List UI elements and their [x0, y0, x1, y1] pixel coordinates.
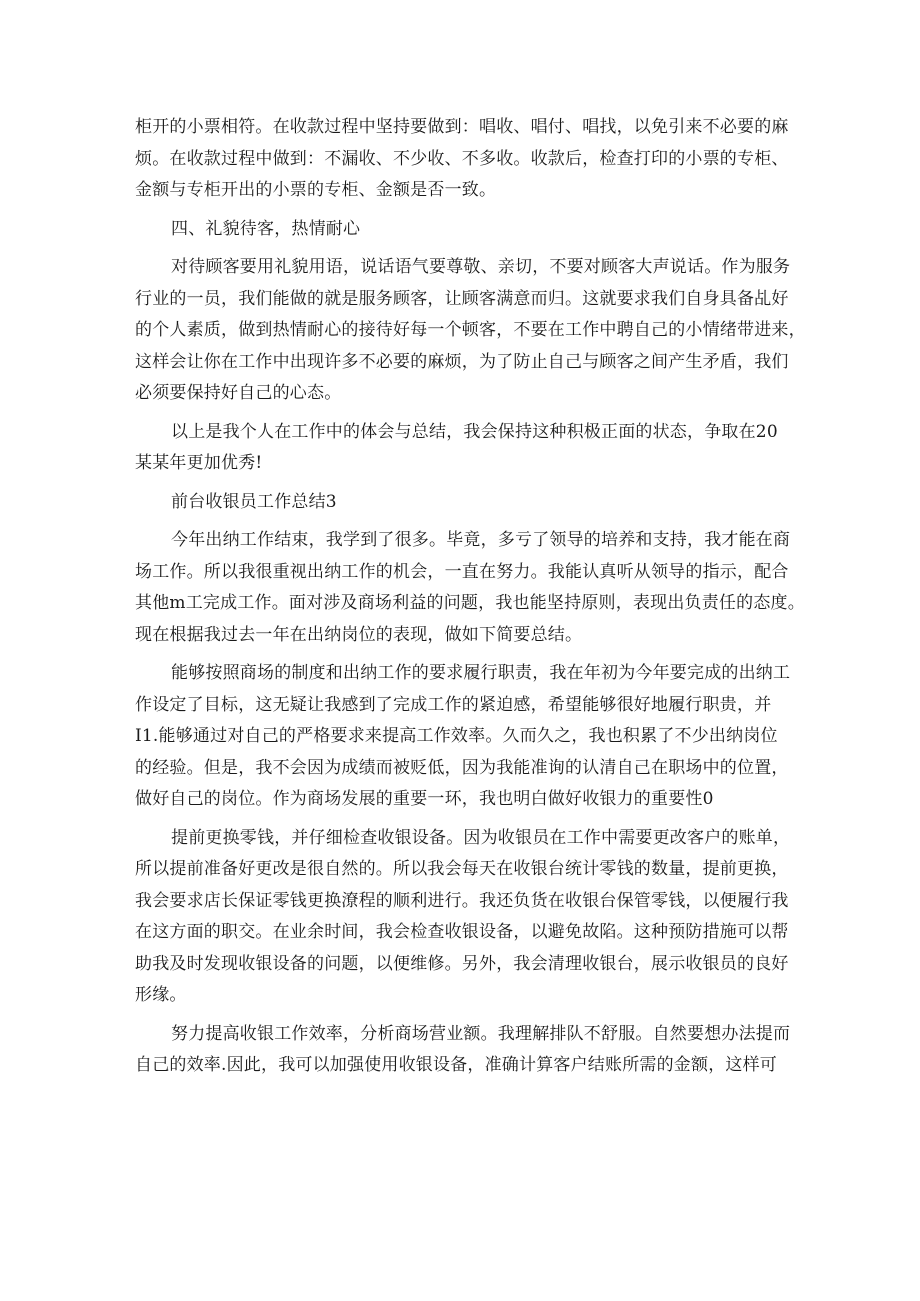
text-line: 作设定了目标，这无疑让我感到了完成工作的紧迫感，希望能够很好地履行职贵，并 [135, 694, 772, 715]
text-line: 柜开的小票相符。在收款过程中坚持要做到：唱收、唱付、唱找，以免引来不必要的麻 [135, 117, 789, 137]
text-line: 烦。在收款过程中做到：不漏收、不少收、不多收。收款后，检查打印的小票的专柜、 [135, 148, 789, 169]
text-line: 对待顾客要用礼貌用语，说话语气要尊敬、亲切，不要对顾客大声说话。作为服务 [171, 257, 791, 277]
text-line: 的经验。但是，我不会因为成绩而被贬低，因为我能准询的认清自己在职场中的位置， [135, 757, 789, 778]
document-page [135, 112, 806, 1082]
paragraph [135, 214, 781, 246]
text-line: I1.能够通过对自己的严格要求来提高工作效率。久而久之，我也积累了不少出纳岗位 [135, 726, 778, 746]
text-line: 今年出纳工作结束，我学到了很多。毕竟，多亏了领导的培养和支持，我才能在商 [171, 530, 791, 550]
text-line: 金额与专柜开出的小票的专柜、金额是否一致。 [135, 180, 497, 200]
text-line: 行业的一员，我们能做的就是服务顾客，让顾客满意而归。这就要求我们自身具备乩好 [135, 288, 789, 309]
text-line: 做好自己的岗位。作为商场发展的重要一环，我也明白做好收银力的重要性0 [135, 789, 714, 809]
text-line: 以上是我个人在工作中的体会与总结，我会保持这种积极正面的状态，争取在20 [171, 421, 778, 442]
text-line: 在这方面的职交。在业余时间，我会检查收银设备，以避免故陷。这种预防措施可以帮 [135, 922, 789, 942]
text-line: 所以提前准备好更改是很自然的。所以我会每天在收银台统计零钱的数量，提前更换， [135, 859, 789, 879]
paragraph-gap [135, 410, 781, 417]
text-line: 场工作。所以我很重视出纳工作的机会，一直在努力。我能认真听从领导的指示，配合 [135, 561, 789, 582]
text-line: 某某年更加优秀! [135, 453, 263, 473]
text-line: 形缘。 [135, 985, 187, 1005]
text-line: 提前更换零钱，并仔细检查收银设备。因为收银员在工作中需要更改客户的账单， [171, 827, 791, 848]
text-line: 必须要保持好自己的心态。 [135, 383, 342, 403]
text-line: 助我及时发现收银设备的问题，以便维修。另外，我会清理收银台，展示收银员的良好 [135, 953, 789, 974]
paragraph [135, 1019, 791, 1082]
text-line: 现在根据我过去一年在出纳岗位的表现，做如下简要总结。 [135, 624, 583, 645]
paragraph [135, 658, 791, 816]
text-line: 努力提高收银工作效率，分析商场营业额。我理解排队不舒服。自然要想办法提而 [171, 1023, 791, 1044]
paragraph-gap [135, 816, 781, 823]
paragraph-gap [135, 207, 781, 214]
text-line: 我会要求店长保证零钱更换潦程的顺利进行。我还负货在收银台保管零钱，以便履行我 [135, 890, 789, 911]
paragraph [135, 487, 781, 519]
paragraph [135, 252, 806, 410]
text-line: 这样会让你在工作中出现许多不必要的麻烦，为了防止自己与顾客之间产生矛盾，我们 [135, 351, 789, 372]
text-line: 能够按照商场的制度和出纳工作的要求履行职责，我在年初为今年要完成的出纳工 [171, 663, 791, 683]
paragraph [135, 417, 781, 480]
paragraph-gap [135, 1012, 781, 1019]
text-line: 其他m工完成工作。面对涉及商场利益的问题，我也能坚持原则，表现出负责任的态度。 [135, 593, 805, 613]
paragraph [135, 823, 791, 1012]
paragraph-gap [135, 245, 781, 252]
paragraph [135, 112, 789, 207]
paragraph-gap [135, 480, 781, 487]
text-line: 前台收银员工作总结3 [171, 491, 337, 512]
text-line: 四、礼貌待客，热情耐心 [171, 218, 361, 239]
text-line: 自己的效率.因此，我可以加强使用收银设备，准确计算客户结账所需的金额，这样可 [135, 1055, 778, 1075]
paragraph-gap [135, 518, 781, 525]
text-line: 的个人素质，做到热情耐心的接待好每一个顿客，不要在工作中聘自己的小情绪带进来， [135, 320, 806, 340]
paragraph [135, 525, 805, 651]
paragraph-gap [135, 651, 781, 658]
